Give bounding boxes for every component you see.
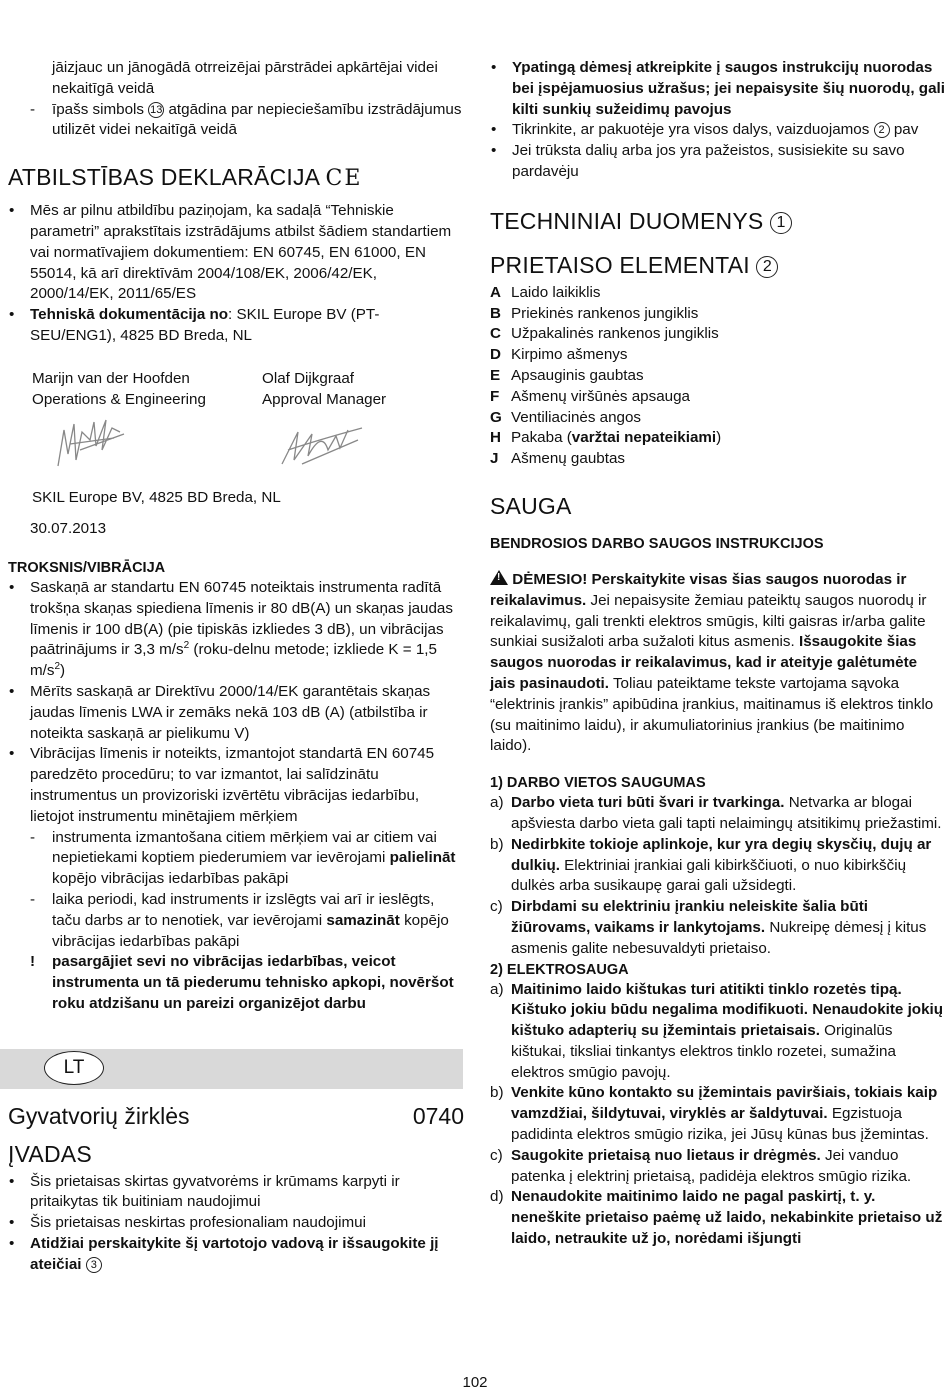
- work-area-b: b) Nedirbkite tokioje aplinkoje, kur yra degių skysčių, dujų ar dulkių. Elektriniai įrankiai gali kibirkščiuoti, o nuo kibirkščių dulkės arba susikaupę garai gali užsidegti.: [490, 835, 932, 895]
- electrical-safety-heading: 2) ELEKTROSAUGA: [490, 961, 629, 978]
- language-band: [0, 1049, 463, 1089]
- electrical-b: b) Venkite kūno kontakto su įžemintais paviršiais, tokiais kaip vamzdžiai, šildytuvai, viryklės ar šaldytuvai. Egzistuoja padidinta elektros smūgio rizika, jei Jūsų kūnas bus įžemintas.: [490, 1084, 938, 1144]
- intro-bullet-2: • Šis prietaisas neskirtas profesionaliam naudojimui: [8, 1213, 464, 1234]
- dash-item-symbol: - īpašs simbols 13 atgādina par nepieciešamību izstrādājumus utilizēt videi nekaitīgā veidā: [30, 100, 462, 139]
- list-item: C Užpakalinės rankenos jungiklis: [490, 325, 719, 343]
- list-item: G Ventiliacinės angos: [490, 408, 642, 426]
- noise-vibration-heading: TROKSNIS/VIBRĀCIJA: [8, 559, 166, 576]
- work-area-a: a) Darbo vieta turi būti švari ir tvarkinga. Netvarka ar blogai apšviesta darbo vieta gali tapti nelaimingų atsitikimų priežastimi.: [490, 794, 942, 832]
- electrical-a: a) Maitinimo laido kištukas turi atitikti tinklo rozetės tipą. Kištuko jokiu būdu negalima modifikuoti. Nenaudokite jokių kištuko adapterių su įžemintais prietaisais. Originalūs kištukai, tiksliai tinkantys elektros tinklo rozetei, sumažina elektros smūgio pavojų.: [490, 980, 944, 1081]
- elements-heading: PRIETAISO ELEMENTAI 2: [490, 251, 945, 279]
- list-item: H Pakaba (varžtai nepateikiami): [490, 429, 722, 447]
- right-column: [490, 58, 945, 1250]
- technical-data-heading: TECHNINIAI DUOMENYS 1: [490, 207, 945, 235]
- electrical-c: c) Saugokite prietaisą nuo lietaus ir drėgmės. Jei vanduo patenka į elektrinį prietaisą, padidėja elektros smūgio rizika.: [490, 1146, 912, 1185]
- declaration-date: 30.07.2013: [30, 520, 107, 538]
- left-column: [8, 58, 464, 1276]
- signatory-1-name: Marijn van der Hoofden: [32, 369, 190, 387]
- signatory-2-role: Approval Manager: [262, 390, 387, 408]
- signatures: [8, 410, 464, 488]
- noise-bullet-3: • Vibrācijas līmenis ir noteikts, izmantojot standartā EN 60745 paredzēto procedūru; to var izmantot, lai salīdzinātu instrumentus un provizoriski izvērtētu vibrācijas iedarbību, lietojot instrumentu minētajiem mērķiem: [8, 744, 464, 827]
- noise-bullet-1: • Saskaņā ar standartu EN 60745 noteiktais instrumenta radītā trokšņa skaņas spiediena līmenis ir 80 dB(A) un skaņas jaudas līmenis ir 100 dB(A) (pie tipiskās izkliedes 3 dB), un vibrācijas paātrinājums ir 3,3 $m/s^2$ (roku-delnu metode; izkliede K = 1,5 $m/s^2$): [8, 578, 464, 682]
- parts-check-bullet: • Tikrinkite, ar pakuotėje yra visos dalys, vaizduojamos 2 pav: [490, 120, 945, 141]
- signature-1-icon: [50, 410, 130, 472]
- elements-list: [490, 283, 945, 470]
- intro-bullet-1: • Šis prietaisas skirtas gyvatvorėms ir krūmams karpyti ir pritaikytas tik buitiniam naudojimui: [8, 1172, 464, 1214]
- signatory-2-name: Olaf Dijkgraaf: [262, 369, 355, 387]
- safety-heading: SAUGA: [490, 492, 572, 519]
- signatory-1-role: Operations & Engineering: [32, 390, 206, 408]
- noise-warning: ! pasargājiet sevi no vibrācijas iedarbības, veicot instrumenta un tā piederumu tehnisko apkopi, novēršot roku atdzišanu un pareizi organizējot darbu: [30, 953, 454, 1012]
- work-area-heading: 1) DARBO VIETOS SAUGUMAS: [490, 775, 706, 792]
- ref-number-icon: 3: [86, 1257, 102, 1273]
- general-warning: ! DĖMESIO! Perskaitykite visas šias saugos nuorodas ir reikalavimus. Jei nepaisysite žemiau pateiktų saugos nuorodų ir reikalavimų, gali trenkti elektros smūgis, kilti gaisras ir/arba galite sunkiai susižaloti arba sužaloti kitus asmenis. Išsaugokite šias saugos nuorodas ir reikalavimus, kad ir ateityje galėtumėte jais pasinaudoti. Toliau pateiktame tekste vartojama sąvoka “elektrinis įrankis” apibūdina įrankius, maitinamus iš elektros tinklo (su maitinimo laidu), ir akumuliatorinius įrankius (be maitinimo laido).: [490, 570, 934, 755]
- noise-dash-2: - laika periodi, kad instruments ir izslēgts vai arī ir ieslēgts, taču darbs ar to nenotiek, var ievērojami samazināt kopējo vibrācijas iedarbības pakāpi: [30, 890, 449, 950]
- ref-number-icon: 13: [150, 103, 163, 116]
- ref-number-icon: 2: [756, 256, 778, 278]
- product-code: 0740: [412, 1102, 464, 1129]
- ref-number-icon: 1: [770, 212, 792, 234]
- technical-documentation: • Tehniskā dokumentācija no: SKIL Europe BV (PT-SEU/ENG1), 4825 BD Breda, NL: [8, 305, 464, 347]
- product-title: [8, 1102, 464, 1130]
- page-number: 102: [462, 1374, 488, 1391]
- general-safety-heading: BENDROSIOS DARBO SAUGOS INSTRUKCIJOS: [490, 535, 824, 552]
- declaration-heading: ATBILSTĪBAS DEKLARĀCIJA CE: [8, 164, 363, 192]
- intro-continuation: jāizjauc un jānogādā otrreizējai pārstrādei apkārtējai videi nekaitīgā veidā: [52, 59, 438, 97]
- ref-number-icon: 2: [874, 122, 890, 138]
- safety-note-bullet: • Ypatingą dėmesį atkreipkite į saugos instrukcijų nuorodas bei įspėjamuosius užrašus; jei nepaisysite šių nuorodų, gali kilti sunkių sužeidimų pavojus: [490, 58, 945, 120]
- electrical-d: d) Nenaudokite maitinimo laido ne pagal paskirtį, t. y. neneškite prietaiso paėmę už laido, nekabinkite prietaiso už laido, netraukite už jo, norėdami išjungti: [490, 1188, 943, 1248]
- noise-bullet-2: • Mērīts saskaņā ar Direktīvu 2000/14/EK garantētais skaņas jaudas līmenis LWA ir zemāks nekā 103 dB (A) (atbilstība ir noteikta saskaņā ar pielikumu V): [8, 682, 464, 744]
- list-item: E Apsauginis gaubtas: [490, 366, 644, 384]
- list-item: F Ašmenų viršūnės apsauga: [490, 387, 690, 405]
- noise-dash-1: - instrumenta izmantošana citiem mērķiem vai ar citiem vai nepietiekami koptiem piederumiem var ievērojami palielināt kopējo vibrācijas iedarbības pakāpi: [30, 828, 456, 888]
- exclamation-icon: !: [30, 953, 36, 971]
- intro-bullet-3: • Atidžiai perskaitykite šį vartotojo vadovą ir išsaugokite jį ateičiai 3: [8, 1234, 464, 1276]
- warning-triangle-icon: !: [490, 570, 508, 585]
- list-item: A Laido laikiklis: [490, 283, 601, 301]
- intro-heading: ĮVADAS: [8, 1140, 92, 1167]
- list-item: B Priekinės rankenos jungiklis: [490, 304, 699, 322]
- signatories: [8, 369, 464, 411]
- signature-2-icon: [278, 420, 368, 470]
- product-name: Gyvatvorių žirklės: [8, 1102, 190, 1129]
- declaration-statement: • Mēs ar pilnu atbildību paziņojam, ka sadaļā “Tehniskie parametri” aprakstītais izstrādājums atbilst šādiem standartiem vai normatīvajiem dokumentiem: EN 60745, EN 61000, EN 55014, kā arī direktīvām 2004/108/EK, 2006/42/EK, 2000/14/EK, 2011/65/ES: [8, 201, 464, 305]
- missing-parts-bullet: • Jei trūksta dalių arba jos yra pažeistos, susisiekite su savo pardavėju: [490, 141, 945, 183]
- list-item: J Ašmenų gaubtas: [490, 450, 625, 468]
- company-address: SKIL Europe BV, 4825 BD Breda, NL: [32, 489, 281, 507]
- ce-mark-icon: CE: [325, 166, 363, 192]
- work-area-c: c) Dirbdami su elektriniu įrankiu neleiskite šalia būti žiūrovams, vaikams ir lankytojams. Nukreipę dėmesį į kitus asmenis galite nebesuvaldyti prietaiso.: [490, 898, 927, 957]
- language-badge: LT: [44, 1051, 104, 1085]
- list-item: D Kirpimo ašmenys: [490, 346, 628, 364]
